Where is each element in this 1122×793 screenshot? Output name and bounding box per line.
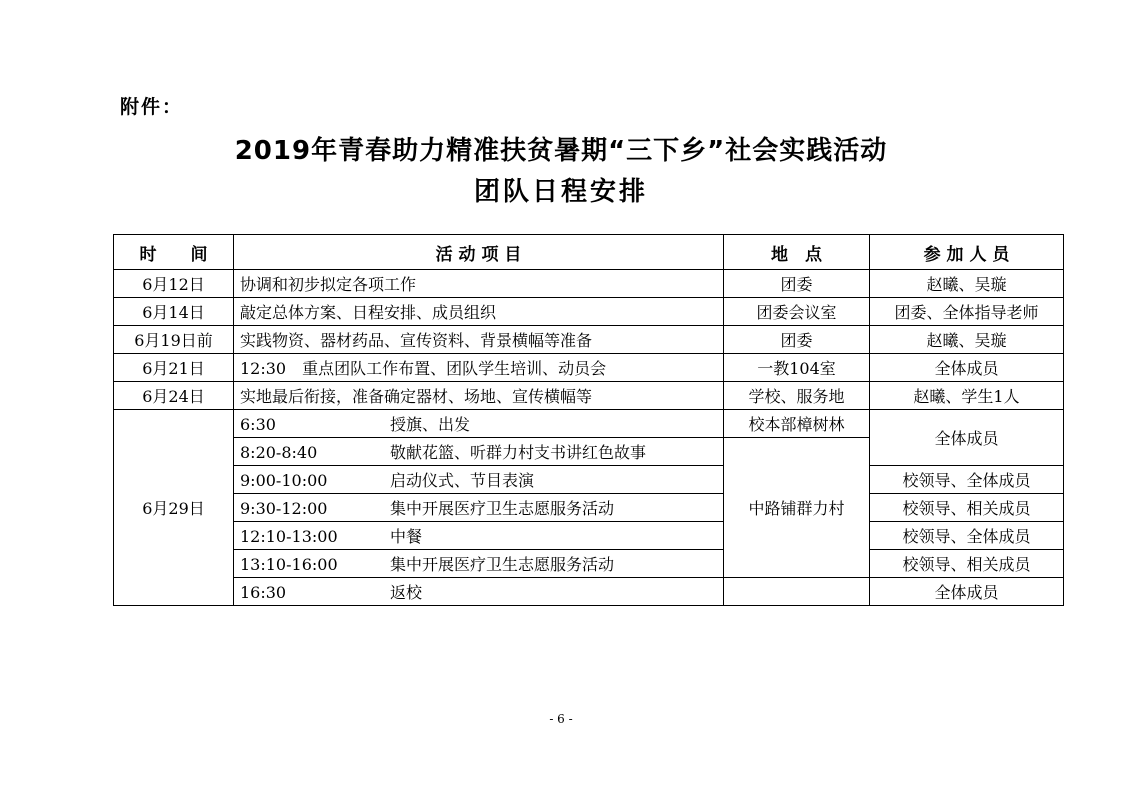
row-people: 校领导、相关成员 bbox=[870, 550, 1064, 578]
page-number: - 6 - bbox=[549, 712, 573, 726]
row-people: 全体成员 bbox=[870, 354, 1064, 382]
activity-name: 返校 bbox=[390, 583, 423, 602]
table-row bbox=[114, 326, 1064, 354]
row-place: 校本部樟树林 bbox=[724, 410, 870, 438]
row-date: 6月12日 bbox=[114, 270, 234, 298]
row-date: 6月29日 bbox=[114, 410, 234, 606]
activity-name: 授旗、出发 bbox=[390, 415, 471, 434]
activity-time: 12:10-13:00 bbox=[240, 527, 338, 546]
row-place: 一教104室 bbox=[724, 354, 870, 382]
activity-name: 中餐 bbox=[390, 527, 423, 546]
table-row bbox=[114, 494, 1064, 522]
row-people: 校领导、全体成员 bbox=[870, 522, 1064, 550]
row-activity bbox=[234, 410, 724, 438]
row-activity bbox=[234, 550, 724, 578]
row-date: 6月19日前 bbox=[114, 326, 234, 354]
activity-time: 16:30 bbox=[240, 583, 287, 602]
row-activity bbox=[234, 578, 724, 606]
header-place: 地 点 bbox=[724, 235, 870, 270]
row-place: 团委会议室 bbox=[724, 298, 870, 326]
activity-name: 集中开展医疗卫生志愿服务活动 bbox=[390, 555, 615, 574]
activity-time: 13:10-16:00 bbox=[240, 555, 338, 574]
header-people: 参 加 人 员 bbox=[870, 235, 1064, 270]
row-place: 学校、服务地 bbox=[724, 382, 870, 410]
document-subtitle: 团队日程安排 bbox=[473, 177, 648, 207]
table-row bbox=[114, 550, 1064, 578]
row-place: 中路铺群力村 bbox=[724, 438, 870, 578]
header-activity: 活 动 项 目 bbox=[234, 235, 724, 270]
row-people: 赵曦、吴璇 bbox=[870, 326, 1064, 354]
row-place: 团委 bbox=[724, 326, 870, 354]
row-activity: 协调和初步拟定各项工作 bbox=[234, 270, 724, 298]
table-row bbox=[114, 578, 1064, 606]
row-people: 赵曦、学生1人 bbox=[870, 382, 1064, 410]
table-row bbox=[114, 270, 1064, 298]
row-people: 校领导、相关成员 bbox=[870, 494, 1064, 522]
row-people: 全体成员 bbox=[870, 410, 1064, 466]
table-row bbox=[114, 298, 1064, 326]
table-row bbox=[114, 354, 1064, 382]
row-date: 6月21日 bbox=[114, 354, 234, 382]
table-row bbox=[114, 382, 1064, 410]
row-people: 校领导、全体成员 bbox=[870, 466, 1064, 494]
document-title: 2019年青春助力精准扶贫暑期“三下乡”社会实践活动 bbox=[234, 136, 888, 166]
row-date: 6月14日 bbox=[114, 298, 234, 326]
activity-time: 8:20-8:40 bbox=[240, 443, 318, 462]
activity-name: 集中开展医疗卫生志愿服务活动 bbox=[390, 499, 615, 518]
activity-time: 9:00-10:00 bbox=[240, 471, 328, 490]
row-activity bbox=[234, 522, 724, 550]
table-header-row bbox=[114, 235, 1064, 270]
attachment-label: 附件： bbox=[120, 96, 184, 118]
row-activity bbox=[234, 466, 724, 494]
activity-time: 9:30-12:00 bbox=[240, 499, 328, 518]
activity-name: 敬献花篮、听群力村支书讲红色故事 bbox=[390, 443, 647, 462]
activity-time: 6:30 bbox=[240, 415, 276, 434]
row-activity: 12:30 重点团队工作布置、团队学生培训、动员会 bbox=[234, 354, 724, 382]
row-date: 6月24日 bbox=[114, 382, 234, 410]
table-row bbox=[114, 522, 1064, 550]
table-row bbox=[114, 410, 1064, 438]
row-activity: 实地最后衔接，准备确定器材、场地、宣传横幅等 bbox=[234, 382, 724, 410]
activity-name: 启动仪式、节目表演 bbox=[390, 471, 535, 490]
row-place: 团委 bbox=[724, 270, 870, 298]
header-time: 时 间 bbox=[114, 235, 234, 270]
row-people: 赵曦、吴璇 bbox=[870, 270, 1064, 298]
row-people: 全体成员 bbox=[870, 578, 1064, 606]
table-row bbox=[114, 466, 1064, 494]
row-activity bbox=[234, 438, 724, 466]
row-activity bbox=[234, 494, 724, 522]
row-place bbox=[724, 578, 870, 606]
schedule-table bbox=[113, 234, 1064, 606]
row-activity: 敲定总体方案、日程安排、成员组织 bbox=[234, 298, 724, 326]
row-activity: 实践物资、器材药品、宣传资料、背景横幅等准备 bbox=[234, 326, 724, 354]
row-people: 团委、全体指导老师 bbox=[870, 298, 1064, 326]
